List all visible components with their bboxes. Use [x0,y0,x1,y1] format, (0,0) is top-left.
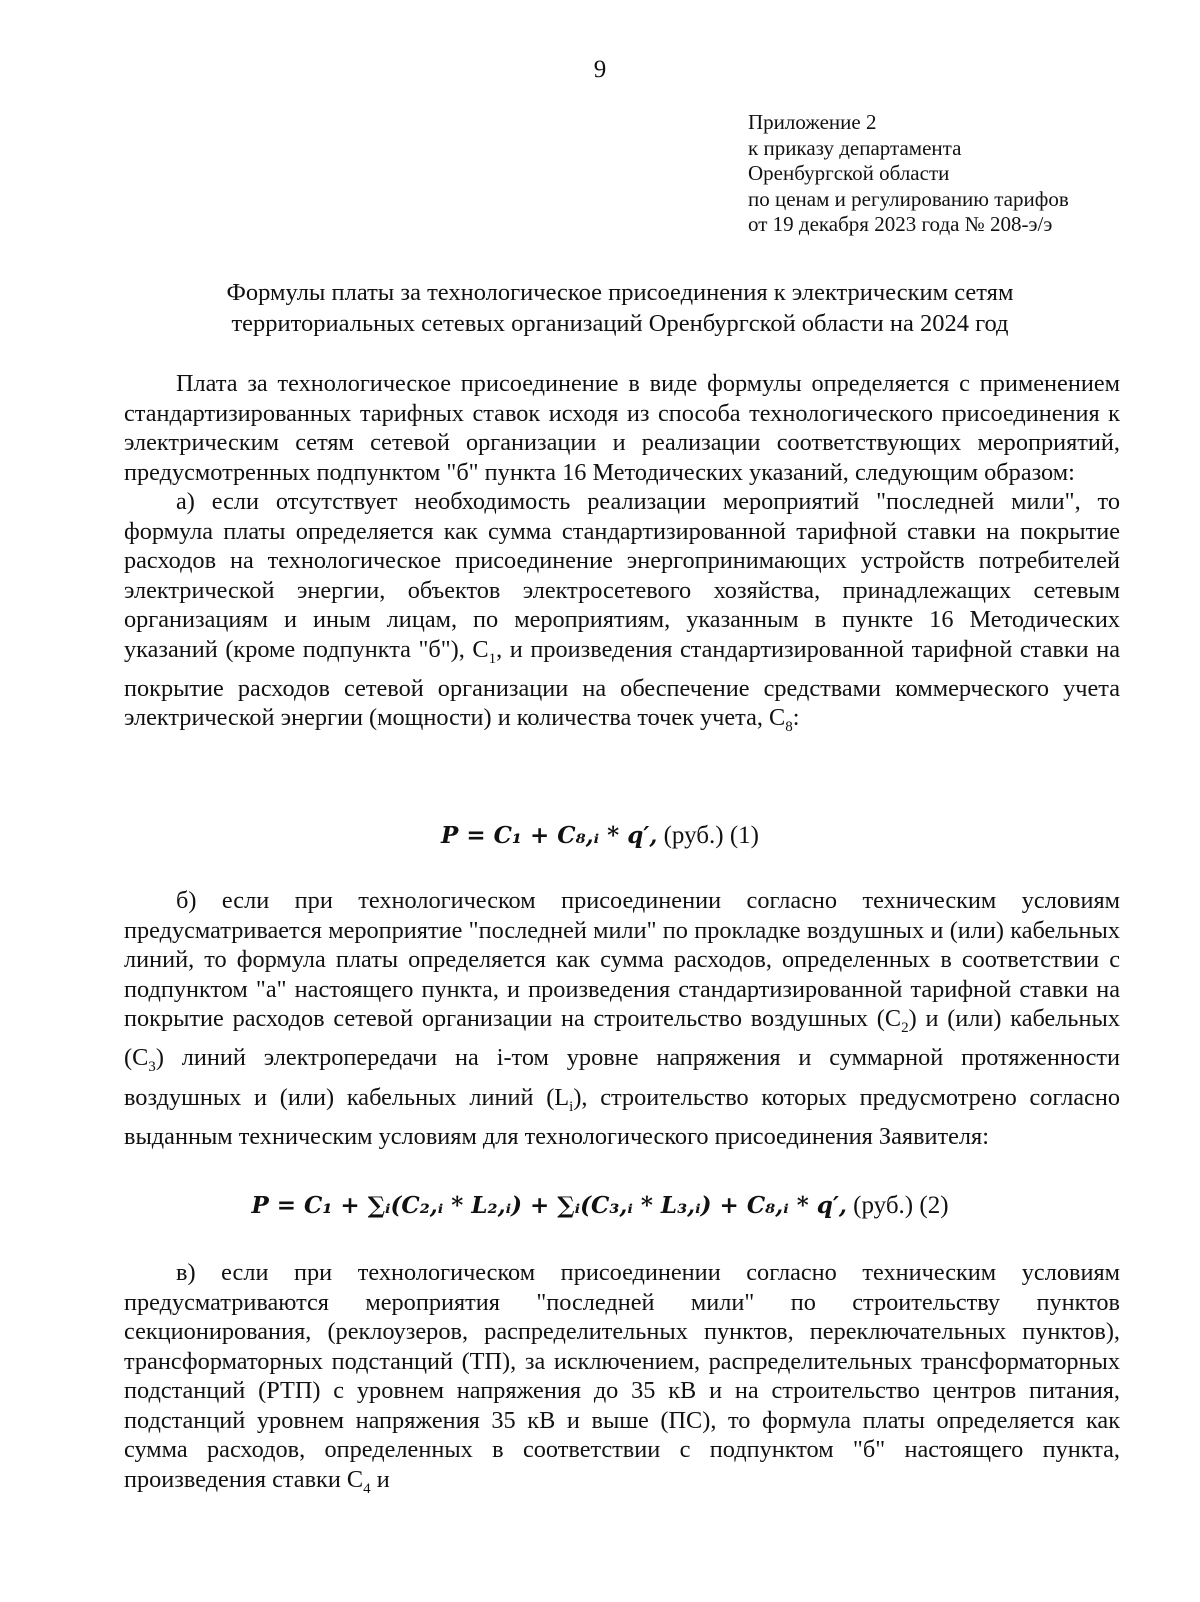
case-b-text: ) и (или) кабельных (С [124,1005,1120,1072]
formula-1-suffix: (руб.) (1) [657,822,759,849]
formula-2-math: P = C₁ + ∑ᵢ(C₂,ᵢ * L₂,ᵢ) + ∑ᵢ(C₃,ᵢ * L₃,ᵢ) + C₈,ᵢ * q′, [251,1192,847,1219]
case-a-text: а) если отсутствует необходимость реализации мероприятий "последней мили", то формула платы определяется как сумма стандартизированной тарифной ставки на покрытие расходов на технологическое присоединение энергопринимающих устройств потребителей электрической энергии, объектов электросетевого хозяйства, принадлежащих сетевым организациям и иным лицам, по мероприятиям, указанным в пункте 16 Методических указаний (кроме подпункта "б"), С [124,488,1120,663]
case-b-paragraph [124,886,1120,1152]
case-b-text: ), строительство которых предусмотрено согласно выданным техническим условиям для технологического присоединения Заявителя: [124,1083,1120,1151]
case-b-text: б) если при технологическом присоединении согласно техническим условиям предусматривается мероприятие "последней мили" по прокладке воздушных и (или) кабельных линий, то формула платы определяется как сумма расходов, определенных в соответствии с подпунктом "а" настоящего пункта, и произведения стандартизированной тарифной ставки на покрытие расходов сетевой организации на строительство воздушных (С [124,887,1120,1032]
case-a-sub-8: 8 [785,719,793,736]
appendix-line: по ценам и регулированию тарифов [748,186,1069,211]
formula-2-suffix: (руб.) (2) [846,1192,949,1219]
case-b [124,886,1120,1152]
appendix-line: к приказу департамента [748,135,962,160]
formula-1-math: P = C₁ + C₈,ᵢ * q′, [441,822,658,849]
formula-2 [0,1192,1200,1220]
intro-paragraph: Плата за технологическое присоединение в виде формулы определяется с применением стандартизированных тарифных ставок исходя из способа технологического присоединения к электрическим сетям сетевой организации и реализации соответствующих мероприятий, предусмотренных подпунктом "б" пункта 16 Методических указаний, следующим образом: [124,370,1120,486]
case-b-sub: 2 [901,1019,909,1036]
page-number: 9 [593,56,607,83]
case-v-text: в) если при технологическом присоединении согласно техническим условиям предусматриваются мероприятия "последней мили" по строительству пунктов секционирования, (реклоузеров, распределительных пунктов, переключательных пунктов), трансформаторных подстанций (ТП), за исключением, распределительных трансформаторных подстанций (РТП) с уровнем напряжения до 35 кВ и на строительство центров питания, подстанций уровнем напряжения 35 кВ и выше (ПС), то формула платы определяется как сумма расходов, определенных в соответствии с подпунктом "б" настоящего пункта, произведения ставки С [124,1259,1120,1493]
document-title [140,277,1100,339]
intro-and-case-a [124,369,1120,743]
appendix-line: Оренбургской области [748,161,950,185]
case-a-text: , и произведения стандартизированной тарифной ставки на покрытие расходов сетевой организации на обеспечение средствами коммерческого учета электрической энергии (мощности) и количества точек учета, С [124,635,1120,732]
case-a-text: : [792,704,800,732]
case-v-text: и [370,1465,390,1493]
case-b-sub: 3 [148,1059,156,1076]
case-v-sub: 4 [363,1480,371,1497]
title-line: Формулы платы за технологическое присоединения к электрическим сетям [226,279,1014,306]
case-a-paragraph [124,487,1120,743]
case-b-sub: i [569,1098,574,1115]
appendix-line: Приложение 2 [748,110,877,134]
case-v-paragraph [124,1258,1120,1504]
formula-1 [0,822,1200,850]
appendix-header [748,110,1148,238]
title-line: территориальных сетевых организаций Оренбургской области на 2024 год [231,310,1009,337]
case-a-sub-1: 1 [488,650,497,667]
case-b-text: ) линий электропередачи на i-том уровне напряжения и суммарной протяженности воздушных и (или) кабельных линий (L [124,1044,1120,1111]
case-v [124,1258,1120,1504]
appendix-line: от 19 декабря 2023 года № 208-э/э [748,212,1053,236]
